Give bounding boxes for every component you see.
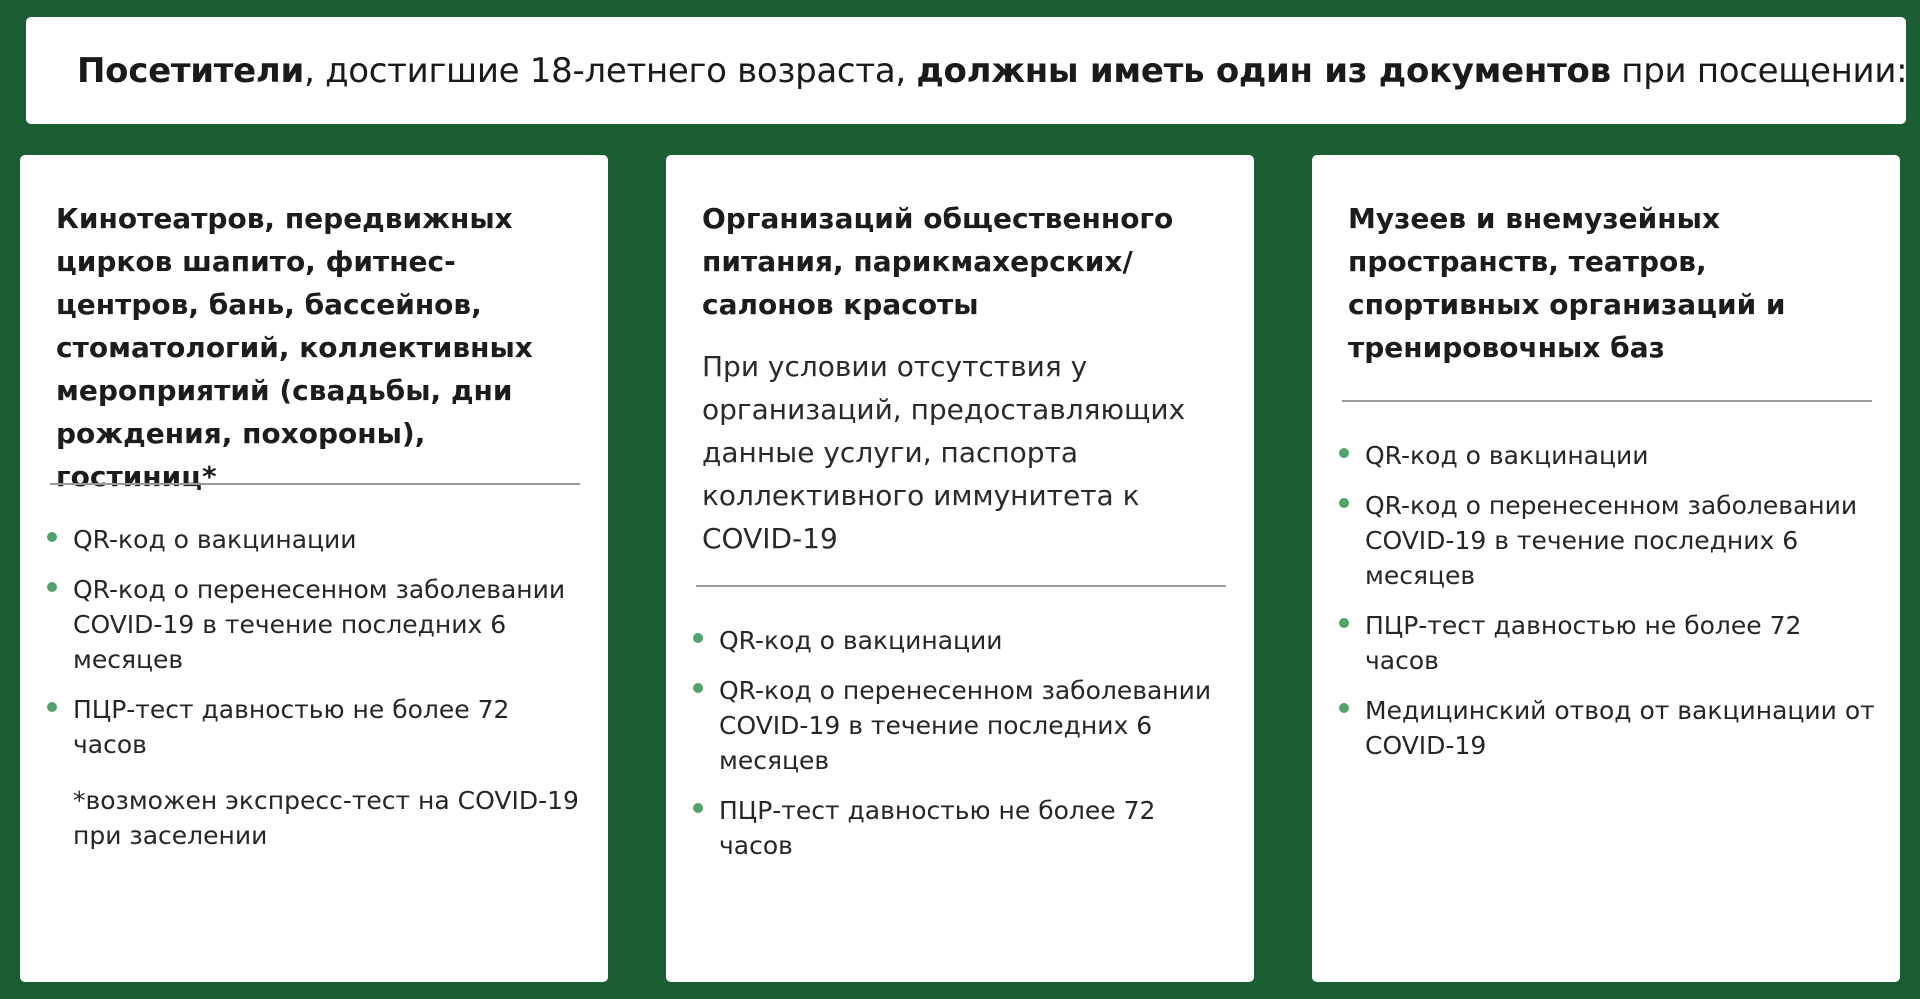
list-item-text: QR-код о перенесенном заболевании COVID-19 в течение последних 6 месяцев xyxy=(73,575,566,674)
footnote: *возможен экспресс-тест на COVID-19 при заселении xyxy=(73,786,579,850)
bullet-icon xyxy=(47,582,57,592)
list-item xyxy=(692,793,1230,863)
list-item-text: Медицинский отвод от вакцинации от COVID-19 xyxy=(1365,696,1875,760)
bullet-icon xyxy=(47,702,57,712)
divider xyxy=(50,483,580,485)
list-item xyxy=(46,522,584,557)
header-text xyxy=(77,51,1907,91)
header-documents: должны иметь один из документов xyxy=(916,50,1611,91)
bullet-icon xyxy=(1339,448,1349,458)
list-item xyxy=(46,572,584,677)
list-item-text: ПЦР-тест давностью не более 72 часов xyxy=(73,695,510,759)
requirements-list xyxy=(46,522,584,777)
list-item-text: QR-код о вакцинации xyxy=(73,525,357,554)
card-title: Организаций общественного питания, парикмахерских/салонов красоты xyxy=(702,202,1174,321)
card-title: Музеев и внемузейных пространств, театров, спортивных организаций и тренировочных баз xyxy=(1348,202,1786,364)
bullet-icon xyxy=(1339,618,1349,628)
list-item-text: ПЦР-тест давностью не более 72 часов xyxy=(719,796,1156,860)
list-item-text: QR-код о перенесенном заболевании COVID-19 в течение последних 6 месяцев xyxy=(1365,491,1858,590)
list-item xyxy=(1338,693,1876,763)
card-condition-note: При условии отсутствия у организаций, предоставляющих данные услуги, паспорта коллективного иммунитета к COVID-19 xyxy=(702,350,1186,555)
header-age: , достигшие 18-летнего возраста, xyxy=(304,50,917,91)
list-item xyxy=(1338,438,1876,473)
list-item-text: QR-код о перенесенном заболевании COVID-19 в течение последних 6 месяцев xyxy=(719,676,1212,775)
requirements-list xyxy=(692,623,1230,878)
bullet-icon xyxy=(693,633,703,643)
card-catering xyxy=(666,155,1254,982)
header-banner xyxy=(26,17,1906,124)
card-title: Кинотеатров, передвижных цирков шапито, фитнес-центров, бань, бассейнов, стоматологий, коллективных мероприятий (свадьбы, дни рождения, похороны), гостиниц* xyxy=(56,202,533,493)
divider xyxy=(1342,400,1872,402)
list-item-text: QR-код о вакцинации xyxy=(1365,441,1649,470)
header-visitors: Посетители xyxy=(77,50,305,91)
list-item xyxy=(1338,608,1876,678)
bullet-icon xyxy=(693,803,703,813)
bullet-icon xyxy=(1339,498,1349,508)
header-visit: при посещении: xyxy=(1610,50,1908,91)
list-item xyxy=(692,673,1230,778)
list-item-text: ПЦР-тест давностью не более 72 часов xyxy=(1365,611,1802,675)
requirements-list xyxy=(1338,438,1876,778)
list-item xyxy=(46,692,584,762)
bullet-icon xyxy=(693,683,703,693)
list-item xyxy=(1338,488,1876,593)
card-cinemas xyxy=(20,155,608,982)
bullet-icon xyxy=(1339,703,1349,713)
list-item xyxy=(692,623,1230,658)
bullet-icon xyxy=(47,532,57,542)
list-item-text: QR-код о вакцинации xyxy=(719,626,1003,655)
divider xyxy=(696,585,1226,587)
card-museums xyxy=(1312,155,1900,982)
